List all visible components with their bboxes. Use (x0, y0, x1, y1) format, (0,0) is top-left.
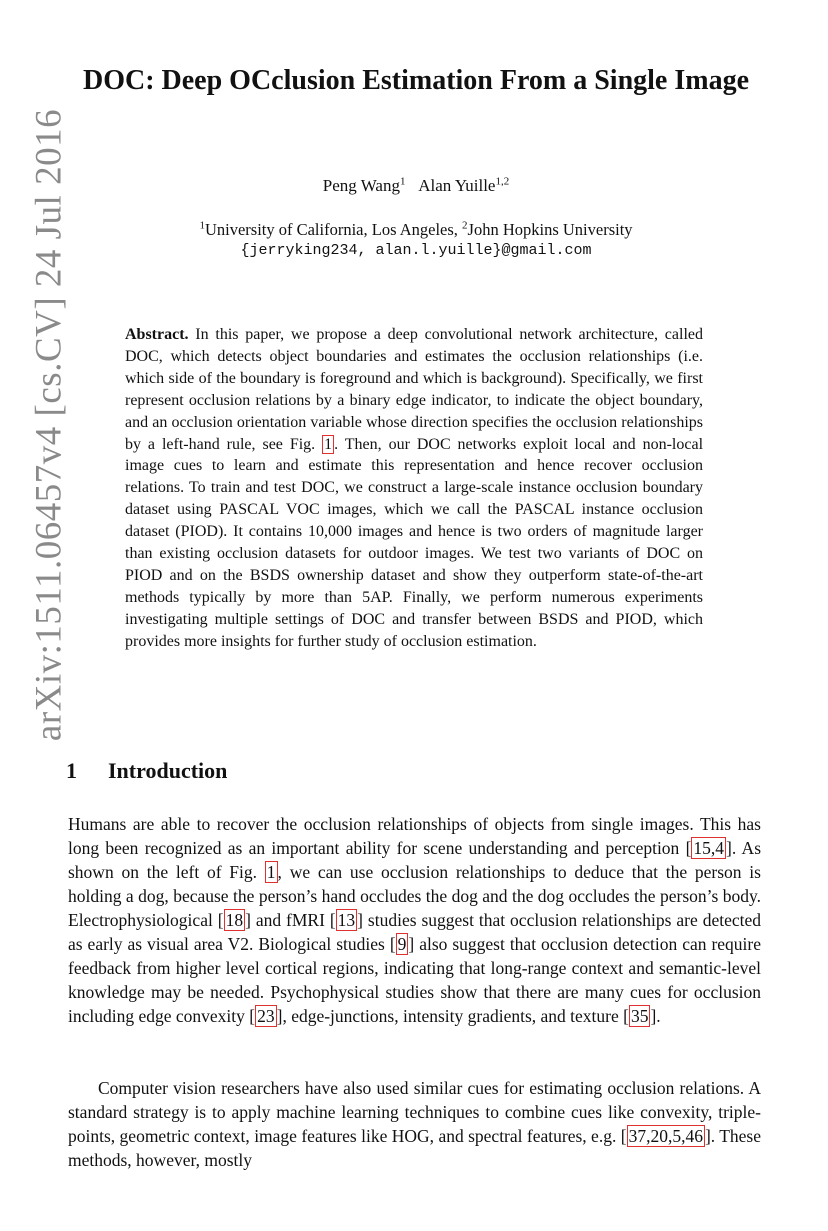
author-emails: {jerryking234, alan.l.yuille}@gmail.com (240, 242, 592, 259)
abstract-text: In this paper, we propose a deep convolutional network architecture, called DOC, which detects object boundaries and estimates the occlusion relationships (i.e. which side of the boundary is foreground and which is background). Specifically, we first represent occlusion relations by a binary edge indicator, to indicate the object boundary, and an occlusion orientation variable whose direction specifies the occlusion relationships by a left-hand rule, see Fig. (125, 326, 703, 453)
author-affil-sup: 1,2 (495, 175, 510, 188)
abstract-label: Abstract. (125, 326, 189, 343)
arxiv-id-stamp: arXiv:1511.06457v4 [cs.CV] 24 Jul 2016 (28, 108, 70, 742)
body-text: , we can use occlusion relationships to deduce that the person is holding a dog, because the person’s hand occludes the dog and the dog occludes the person’s body. Electrophysiological (68, 862, 761, 930)
intro-paragraph-2: Computer vision researchers have also used similar cues for estimating occlusion relations. A standard strategy is to apply machine learning techniques to combine cues like convexity, triple-points, geometric context, image features like HOG, and spectral features, e.g. [ 37,20,5,46 ]. These methods, however, mostly (68, 1078, 762, 1170)
affil-sup: 2 (462, 219, 468, 232)
body-text: studies suggest that occlusion relationships are detected as early as visual area V2. Biological studies (68, 910, 761, 954)
abstract-text: . Then, our DOC networks exploit local and non-local image cues to learn and estimate this representation and hence recover occlusion relations. To train and test DOC, we construct a large-scale instance occlusion boundary dataset using PASCAL VOC images, which we call the PASCAL instance occlusion dataset (PIOD). It contains 10,000 images and hence is two orders of magnitude larger than existing occlusion datasets for outdoor images. We test two variants of DOC on PIOD and on the BSDS ownership dataset and show they outperform state-of-the-art methods typically by more than 5AP. Finally, we perform numerous experiments investigating multiple settings of DOC and transfer between BSDS and PIOD, which provides more insights for further study of occlusion estimation. (125, 435, 704, 650)
intro-paragraph-1: Humans are able to recover the occlusion relationships of objects from single images. This has long been recognized as an important ability for scene understanding and perception [ 15,4 ]. As shown on the left of Fig. 1 , we can use occlusion relationships to deduce that the person is holding a dog, because the person’s hand occludes the dog and the dog occludes the person’s body. Electrophysiological [ 18 ] and fMRI [ 13 ] studies suggest that occlusion relationships are detected as early as visual area V2. Biological studies [ 9 ] also suggest that occlusion detection can require feedback from higher level cortical regions, indicating that long-range context and semantic-level knowledge may be needed. Psychophysical studies show that there are many cues for occlusion including edge convexity [ 23 ], edge-junctions, intensity gradients, and texture [ 35 ]. (68, 814, 762, 1026)
section-heading (66, 758, 227, 784)
body-text: , edge-junctions, intensity gradients, and texture (282, 1006, 624, 1026)
body-text: also suggest that occlusion detection can require feedback from higher level cortical regions, indicating that long-range context and semantic-level knowledge may be needed. Psychophysical studies show that there are many cues for occlusion including edge convexity (68, 934, 761, 1026)
author-name: Alan Yuille (418, 176, 496, 195)
section-title: Introduction (108, 758, 228, 783)
section-number: 1 (66, 758, 77, 783)
body-text: and fMRI (250, 910, 330, 930)
citation-link[interactable]: 18 (225, 910, 244, 930)
authors (66, 176, 766, 196)
body-text: . (656, 1006, 661, 1026)
affiliation-2: John Hopkins University (467, 220, 633, 239)
abstract (125, 324, 703, 653)
arxiv-sidebar (0, 0, 70, 800)
citation-link[interactable]: 35 (630, 1006, 649, 1026)
affiliations (66, 219, 766, 261)
author-affil-sup: 1 (399, 175, 406, 188)
paper-title: DOC: Deep OCclusion Estimation From a Single Image (82, 65, 750, 96)
figure-ref-link[interactable]: 1 (266, 862, 276, 882)
citation-link[interactable]: 13 (337, 910, 356, 930)
affil-sup: 1 (199, 219, 205, 232)
body-text: . As shown on the left of Fig. (68, 838, 762, 882)
citation-link[interactable]: 9 (397, 934, 407, 954)
author-name: Peng Wang (322, 176, 400, 195)
body-text: . These methods, however, mostly (68, 1126, 762, 1170)
citation-link[interactable]: 37,20,5,46 (628, 1126, 703, 1146)
affiliation-line (66, 219, 766, 240)
body-text: Humans are able to recover the occlusion relationships of objects from single images. This has long been recognized as an important ability for scene understanding and perception (68, 814, 761, 858)
affiliation-1: University of California, Los Angeles, (204, 220, 463, 239)
citation-link[interactable]: 23 (257, 1006, 275, 1026)
citation-link[interactable]: 15,4 (693, 838, 725, 858)
figure-ref-link[interactable]: 1 (324, 435, 333, 453)
body-text: Computer vision researchers have also used similar cues for estimating occlusion relations. A standard strategy is to apply machine learning techniques to combine cues like convexity, triple-points, geometric context, image features like HOG, and spectral features, e.g. (68, 1078, 761, 1146)
